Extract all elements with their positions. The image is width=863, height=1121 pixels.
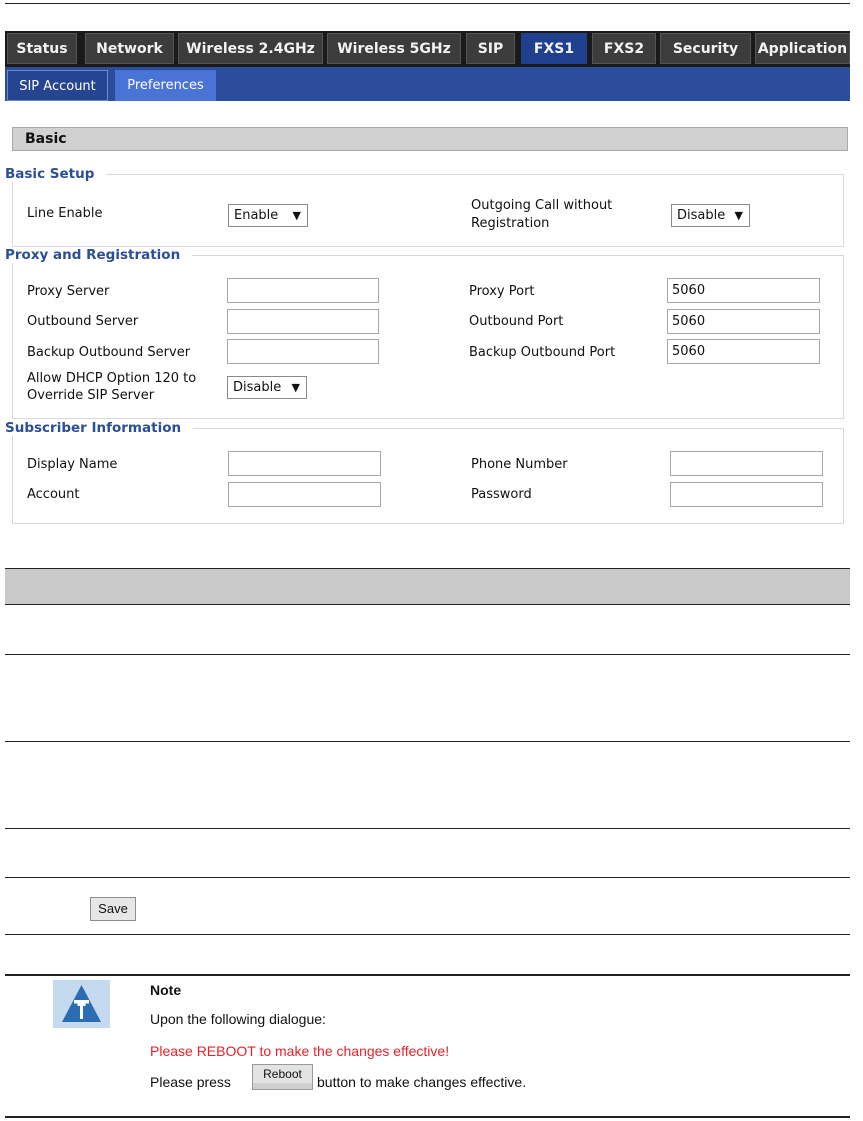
display-name-label: Display Name: [27, 457, 118, 472]
dhcp-option-label-line1: Allow DHCP Option 120 to: [27, 371, 197, 386]
dropdown-arrow-icon: ▼: [734, 209, 743, 222]
line-enable-value: Enable: [234, 208, 279, 223]
top-rule: [5, 3, 850, 4]
tab-fxs1[interactable]: FXS1: [521, 33, 587, 64]
tab-sip[interactable]: SIP: [466, 33, 515, 64]
section-header: Basic: [12, 127, 848, 151]
tab-security[interactable]: Security: [660, 33, 751, 64]
outgoing-call-label-line1: Outgoing Call without: [471, 198, 613, 213]
proxy-server-input[interactable]: [227, 278, 379, 303]
table-row-divider: [5, 877, 850, 878]
note-title: Note: [150, 982, 182, 998]
backup-outbound-server-label: Backup Outbound Server: [27, 345, 191, 360]
tab-fxs2[interactable]: FXS2: [592, 33, 656, 64]
subscriber-info-legend: Subscriber Information: [5, 420, 193, 436]
dropdown-arrow-icon: ▼: [291, 381, 300, 394]
dhcp-option-value: Disable: [233, 380, 282, 395]
outgoing-call-select[interactable]: [671, 204, 750, 227]
dhcp-option-select[interactable]: [227, 376, 307, 399]
account-label: Account: [27, 487, 80, 502]
outbound-server-input[interactable]: [227, 309, 379, 334]
note-bottom-rule: [5, 1116, 850, 1118]
phone-number-label: Phone Number: [471, 457, 568, 472]
outgoing-call-label-line2: Registration: [471, 216, 550, 231]
dhcp-option-label-line2: Override SIP Server: [27, 388, 155, 403]
save-button[interactable]: Save: [90, 897, 136, 921]
account-input[interactable]: [228, 482, 381, 507]
line-enable-label: Line Enable: [27, 206, 103, 221]
password-label: Password: [471, 487, 532, 502]
reboot-button[interactable]: Reboot: [252, 1064, 313, 1090]
note-line-reboot-warning: Please REBOOT to make the changes effective!: [150, 1043, 450, 1059]
basic-setup-legend: Basic Setup: [5, 166, 106, 182]
proxy-port-label: Proxy Port: [469, 284, 535, 299]
outgoing-call-value: Disable: [677, 208, 726, 223]
note-line-effective: button to make changes effective.: [317, 1074, 527, 1090]
table-header-row: [5, 568, 850, 605]
note-line-dialogue: Upon the following dialogue:: [150, 1011, 326, 1027]
note-line-press: Please press: [150, 1074, 231, 1090]
subtab-sip-account[interactable]: SIP Account: [7, 70, 108, 101]
display-name-input[interactable]: [228, 451, 381, 476]
subscriber-info-group: [12, 428, 844, 524]
table-row-divider: [5, 828, 850, 829]
note-icon: [53, 980, 110, 1028]
tab-wireless-5[interactable]: Wireless 5GHz: [327, 33, 461, 64]
proxy-server-label: Proxy Server: [27, 284, 110, 299]
proxy-port-input[interactable]: 5060: [667, 278, 820, 303]
backup-outbound-port-label: Backup Outbound Port: [469, 345, 616, 360]
outbound-server-label: Outbound Server: [27, 314, 139, 329]
table-row-divider: [5, 934, 850, 935]
backup-outbound-port-input[interactable]: 5060: [667, 339, 820, 364]
dropdown-arrow-icon: ▼: [292, 209, 301, 222]
phone-number-input[interactable]: [670, 451, 823, 476]
table-row-divider: [5, 741, 850, 742]
tab-application[interactable]: Application: [755, 33, 850, 64]
subtab-preferences[interactable]: Preferences: [115, 70, 216, 101]
proxy-registration-legend: Proxy and Registration: [5, 247, 192, 263]
tab-status[interactable]: Status: [7, 33, 77, 64]
outbound-port-input[interactable]: 5060: [667, 309, 820, 334]
backup-outbound-server-input[interactable]: [227, 339, 379, 364]
outbound-port-label: Outbound Port: [469, 314, 564, 329]
tab-network[interactable]: Network: [85, 33, 174, 64]
table-row-divider: [5, 654, 850, 655]
line-enable-select[interactable]: [228, 204, 308, 227]
tab-wireless-24[interactable]: Wireless 2.4GHz: [178, 33, 323, 64]
password-input[interactable]: [670, 482, 823, 507]
note-top-rule: [5, 974, 850, 976]
